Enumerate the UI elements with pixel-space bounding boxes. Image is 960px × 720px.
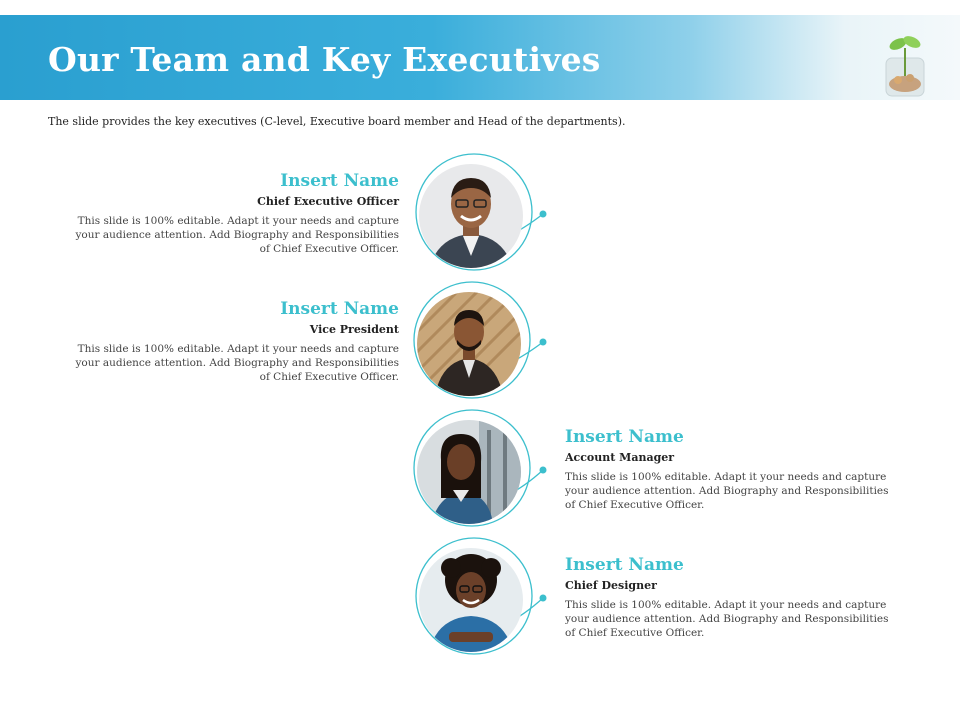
subtitle: The slide provides the key executives (C-level, Executive board member and Head of the departments). [48,115,626,128]
member-card-account-manager [565,426,900,512]
member-role: Account Manager [565,451,675,464]
page-title: Our Team and Key Executives [48,40,601,79]
member-name: Insert Name [565,427,684,447]
member-description: This slide is 100% editable. Adapt it your needs and capture your audience attention. Add Biography and Responsibilities of Chief Executive Officer. [75,343,399,383]
member-card-vice-president [64,298,399,384]
avatar-account-manager [417,420,521,524]
member-role: Chief Executive Officer [257,195,399,208]
avatar-vice-president [417,292,521,396]
member-description: This slide is 100% editable. Adapt it your needs and capture your audience attention. Add Biography and Responsibilities of Chief Executive Officer. [565,471,889,511]
member-name: Insert Name [280,299,399,319]
member-card-chief-designer [565,554,900,640]
member-description: This slide is 100% editable. Adapt it your needs and capture your audience attention. Add Biography and Responsibilities of Chief Executive Officer. [75,215,399,255]
member-role: Vice President [309,323,399,336]
avatar-chief-designer [419,548,523,652]
avatar-ceo [419,164,523,268]
plant-jar-icon [880,18,930,98]
member-name: Insert Name [565,555,684,575]
member-description: This slide is 100% editable. Adapt it your needs and capture your audience attention. Add Biography and Responsibilities of Chief Executive Officer. [565,599,889,639]
member-role: Chief Designer [565,579,657,592]
member-name: Insert Name [280,171,399,191]
member-card-ceo [64,170,399,256]
